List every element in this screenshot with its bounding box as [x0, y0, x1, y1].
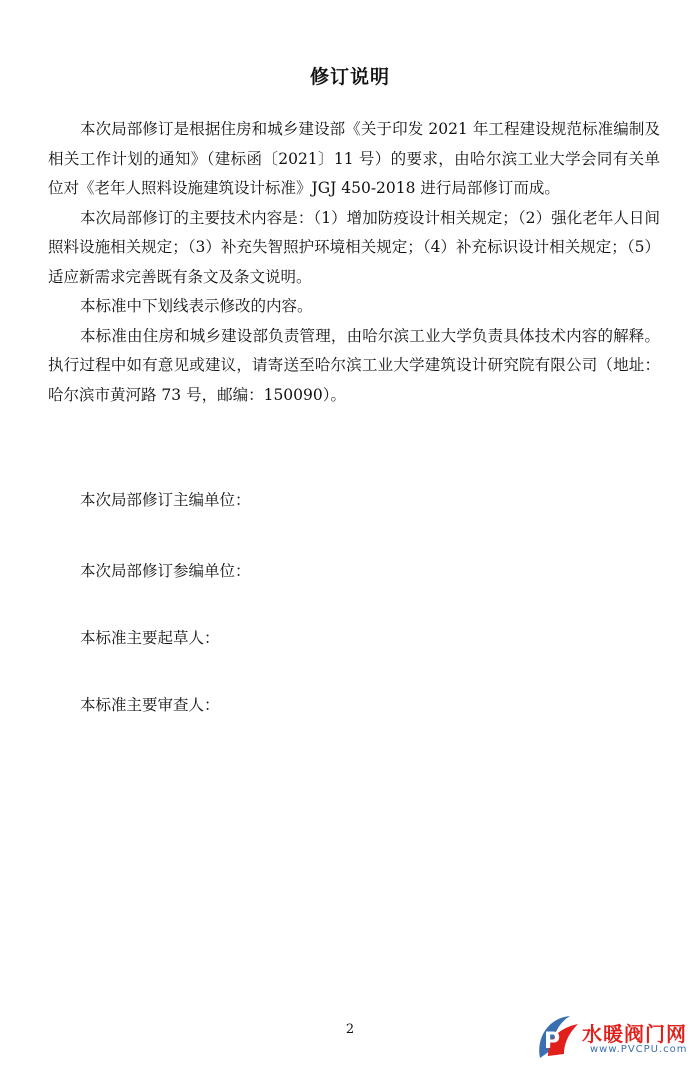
watermark-logo-icon	[530, 1008, 586, 1064]
reviewers-line: 本标准主要审查人：	[80, 696, 220, 714]
drafters-line: 本标准主要起草人：	[80, 629, 220, 647]
paragraph-management: 本标准由住房和城乡建设部负责管理，由哈尔滨工业大学负责具体技术内容的解释。执行过程中如有意见或建议，请寄送至哈尔滨工业大学建筑设计研究院有限公司（地址：哈尔滨市黄河路 73 号，邮编：150090）。	[48, 326, 660, 404]
chief-editor-unit-line: 本次局部修订主编单位：	[80, 491, 251, 509]
watermark	[530, 1008, 700, 1064]
participating-unit-line: 本次局部修订参编单位：	[80, 562, 251, 580]
page-title: 修订说明	[309, 66, 390, 88]
paragraph-technical-content: 本次局部修订的主要技术内容是：（1）增加防疫设计相关规定；（2）强化老年人日间照料设施相关规定；（3）补充失智照护环境相关规定；（4）补充标识设计相关规定；（5）适应新需求完善既有条文及条文说明。	[48, 208, 660, 286]
svg-text:P: P	[544, 1029, 561, 1054]
page-number: 2	[345, 1022, 355, 1037]
watermark-name: 水暖阀门网	[582, 1022, 687, 1046]
paragraph-revision-basis: 本次局部修订是根据住房和城乡建设部《关于印发 2021 年工程建设规范标准编制及相关工作计划的通知》（建标函〔2021〕11 号）的要求，由哈尔滨工业大学会同有关单位对《老年人照料设施建筑设计标准》JGJ 450-2018 进行局部修订而成。	[48, 120, 660, 197]
watermark-url: www.PVCPU.com	[590, 1044, 688, 1055]
paragraph-underline-note: 本标准中下划线表示修改的内容。	[80, 297, 313, 315]
body-text	[48, 115, 660, 410]
